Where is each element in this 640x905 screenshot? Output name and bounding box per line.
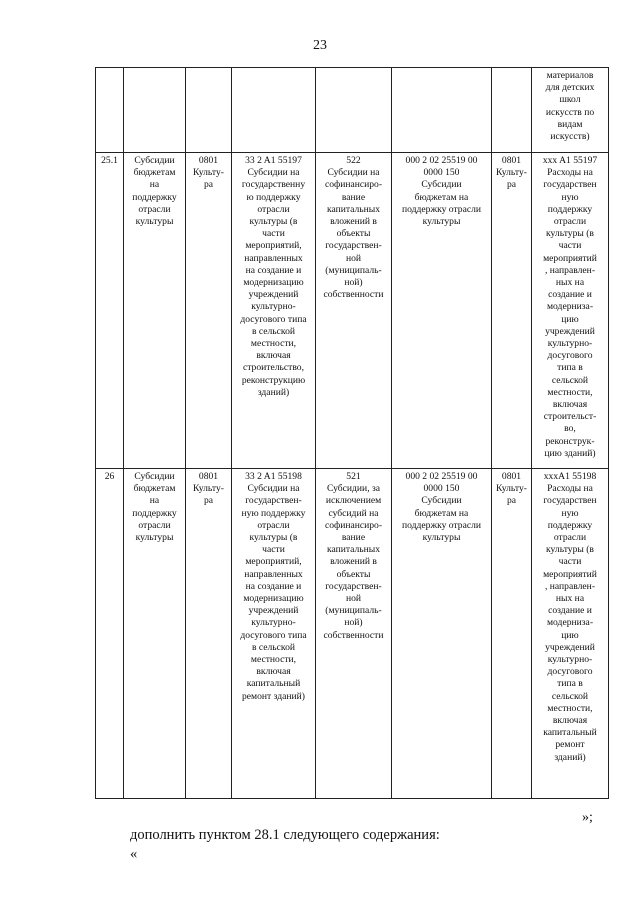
cell-local-purpose: материалов для детских школ искусств по видам искусств) xyxy=(532,68,609,153)
cell-empty xyxy=(232,68,316,153)
cell-empty xyxy=(316,68,392,153)
cell-section-code: 0801 Культу- ра xyxy=(186,153,232,469)
amendment-text: дополнить пунктом 28.1 следующего содержания: xyxy=(130,827,440,843)
table-row-continuation xyxy=(96,68,609,153)
cell-recipient: Субсидии бюджетам на поддержку отрасли культуры xyxy=(124,469,186,799)
cell-target-article: 33 2 A1 55197 Субсидии на государственну ю поддержку отрасли культуры (в части мероприятий, направленных на создание и модернизацию учреждений культурно- досугового типа в сельской местности, включая строительство, реконструкцию зданий) xyxy=(232,153,316,469)
cell-target-article: 33 2 A1 55198 Субсидии на государствен- ную поддержку отрасли культуры (в части мероприятий, направленных на создание и модернизацию учреждений культурно- досугового типа в сельской местности, включая капитальный ремонт зданий) xyxy=(232,469,316,799)
cell-local-purpose: xxxA1 55198 Расходы на государствен ную поддержку отрасли культуры (в части мероприятий , направлен- ных на создание и модерниза- цию учреждений культурно- досугового типа в сельской местности, включая капитальный ремонт зданий) xyxy=(532,469,609,799)
cell-empty xyxy=(96,68,124,153)
cell-empty xyxy=(124,68,186,153)
opening-quote-mark: « xyxy=(130,846,138,862)
cell-section-code-local: 0801 Культу- ра xyxy=(492,153,532,469)
cell-local-purpose: xxx A1 55197 Расходы на государствен ную поддержку отрасли культуры (в части мероприятий , направлен- ных на создание и модерниза- цию учреждений культурно- досугового типа в сельской местности, включая строительст- во, реконструк- цию зданий) xyxy=(532,153,609,469)
budget-table xyxy=(95,67,609,799)
cell-row-number: 26 xyxy=(96,469,124,799)
table-row xyxy=(96,469,609,799)
closing-quote-mark: »; xyxy=(582,810,593,825)
cell-recipient: Субсидии бюджетам на поддержку отрасли культуры xyxy=(124,153,186,469)
cell-empty xyxy=(492,68,532,153)
cell-income-code: 000 2 02 25519 00 0000 150 Субсидии бюджетам на поддержку отрасли культуры xyxy=(392,153,492,469)
table-row xyxy=(96,153,609,469)
cell-expense-type: 521 Субсидии, за исключением субсидий на софинансиро- вание капитальных вложений в объекты государствен- ной (муниципаль- ной) собственности xyxy=(316,469,392,799)
cell-section-code-local: 0801 Культу- ра xyxy=(492,469,532,799)
cell-income-code: 000 2 02 25519 00 0000 150 Субсидии бюджетам на поддержку отрасли культуры xyxy=(392,469,492,799)
cell-expense-type: 522 Субсидии на софинансиро- вание капитальных вложений в объекты государствен- ной (муниципаль- ной) собственности xyxy=(316,153,392,469)
cell-empty xyxy=(186,68,232,153)
page-number: 23 xyxy=(313,38,327,53)
cell-empty xyxy=(392,68,492,153)
cell-section-code: 0801 Культу- ра xyxy=(186,469,232,799)
cell-row-number: 25.1 xyxy=(96,153,124,469)
